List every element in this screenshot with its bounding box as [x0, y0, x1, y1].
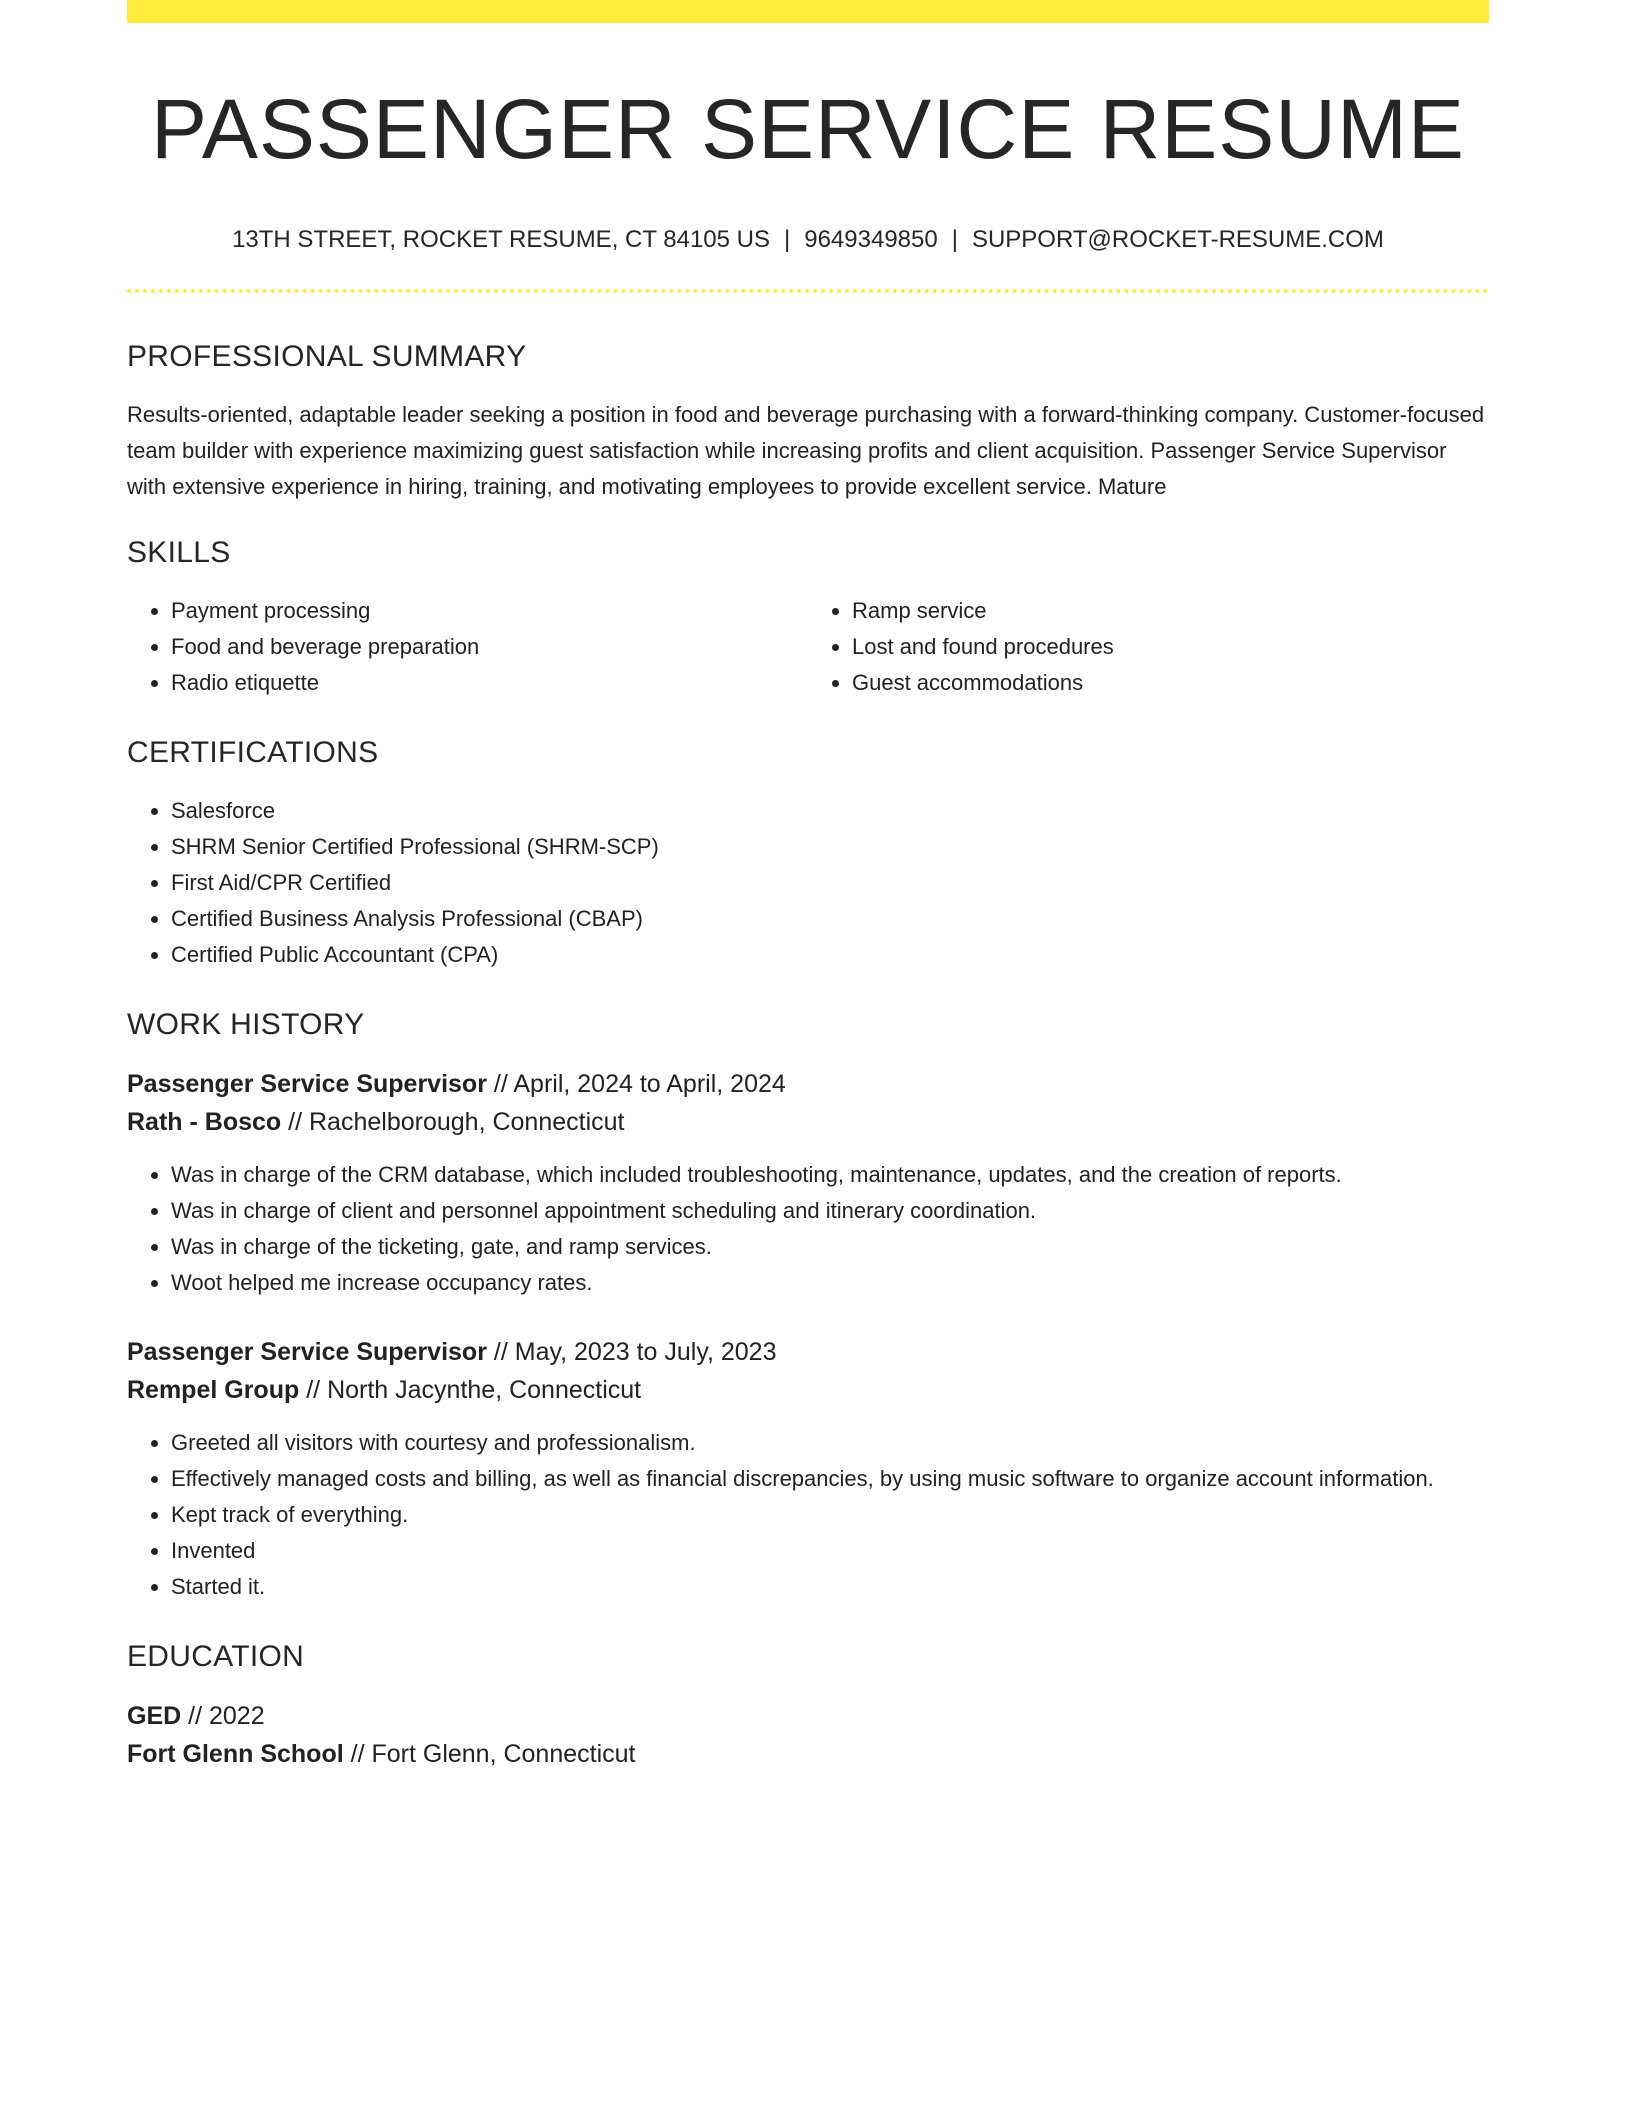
certifications-list — [127, 793, 1489, 973]
job-company-line — [127, 1103, 1489, 1141]
job-company-line — [127, 1371, 1489, 1409]
job-company: Rempel Group — [127, 1376, 300, 1404]
divider: // — [493, 1070, 508, 1098]
job-entry — [127, 1065, 1489, 1301]
divider: // — [493, 1338, 508, 1366]
contact-separator: | — [951, 226, 958, 253]
education-school-line — [127, 1735, 1489, 1773]
job-bullet: • Started it. — [171, 1569, 1489, 1605]
certification-item: • SHRM Senior Certified Professional (SHRM-SCP) — [171, 829, 1489, 865]
job-dates: May, 2023 to July, 2023 — [514, 1338, 777, 1366]
certification-item: • Certified Business Analysis Professional (CBAP) — [171, 901, 1489, 937]
education-school: Fort Glenn School — [127, 1740, 344, 1768]
job-location: North Jacynthe, Connecticut — [327, 1376, 642, 1404]
summary-text: Results-oriented, adaptable leader seeking a position in food and beverage purchasing with a forward-thinking company. Customer-focused team builder with experience maximizing guest satisfaction while increasing profits and client acquisition. Passenger Service Supervisor with extensive experience in hiring, training, and motivating employees to provide excellent service. Mature — [127, 402, 1485, 499]
contact-phone: 9649349850 — [804, 226, 938, 253]
job-title-line — [127, 1065, 1489, 1103]
certification-item: • Certified Public Accountant (CPA) — [171, 937, 1489, 973]
job-title-line — [127, 1333, 1489, 1371]
contact-email: SUPPORT@ROCKET-RESUME.COM — [971, 226, 1384, 253]
dotted-divider — [127, 289, 1489, 293]
divider: // — [306, 1376, 321, 1404]
job-bullets — [127, 1157, 1489, 1301]
contact-separator: | — [784, 226, 791, 253]
job-bullet: • Was in charge of the ticketing, gate, and ramp services. — [171, 1229, 1489, 1265]
skills-columns — [127, 593, 1489, 701]
job-company: Rath - Bosco — [127, 1108, 282, 1136]
education-heading: EDUCATION — [127, 1640, 305, 1673]
skill-item: • Radio etiquette — [171, 665, 808, 701]
skill-item: • Payment processing — [171, 593, 808, 629]
divider: // — [350, 1740, 365, 1768]
skills-list-right — [808, 593, 1489, 701]
job-entry — [127, 1333, 1489, 1605]
job-bullet: • Effectively managed costs and billing, as well as financial discrepancies, by using music software to organize account information. — [171, 1461, 1489, 1497]
job-bullet: • Greeted all visitors with courtesy and professionalism. — [171, 1425, 1489, 1461]
job-bullet: • Was in charge of client and personnel appointment scheduling and itinerary coordination. — [171, 1193, 1489, 1229]
job-dates: April, 2024 to April, 2024 — [513, 1070, 786, 1098]
skills-list-left — [127, 593, 808, 701]
job-bullets — [127, 1425, 1489, 1605]
job-bullet: • Invented — [171, 1533, 1489, 1569]
certification-item: • Salesforce — [171, 793, 1489, 829]
certification-item: • First Aid/CPR Certified — [171, 865, 1489, 901]
job-bullet: • Kept track of everything. — [171, 1497, 1489, 1533]
resume-title: PASSENGER SERVICE RESUME — [151, 82, 1465, 176]
contact-address: 13TH STREET, ROCKET RESUME, CT 84105 US — [232, 226, 770, 253]
top-accent-bar — [127, 0, 1489, 23]
job-location: Rachelborough, Connecticut — [309, 1108, 625, 1136]
skill-item: • Food and beverage preparation — [171, 629, 808, 665]
job-bullet: • Was in charge of the CRM database, which included troubleshooting, maintenance, updates, and the creation of reports. — [171, 1157, 1489, 1193]
skills-heading: SKILLS — [127, 536, 231, 569]
skill-item: • Guest accommodations — [852, 665, 1489, 701]
resume-page — [127, 0, 1489, 1773]
job-bullet: • Woot helped me increase occupancy rates. — [171, 1265, 1489, 1301]
education-degree-line — [127, 1697, 1489, 1735]
job-title: Passenger Service Supervisor — [127, 1338, 487, 1366]
education-location: Fort Glenn, Connecticut — [371, 1740, 636, 1768]
work-history-heading: WORK HISTORY — [127, 1008, 365, 1041]
skill-item: • Lost and found procedures — [852, 629, 1489, 665]
divider: // — [188, 1702, 203, 1730]
skill-item: • Ramp service — [852, 593, 1489, 629]
education-year: 2022 — [209, 1702, 265, 1730]
job-title: Passenger Service Supervisor — [127, 1070, 487, 1098]
certifications-heading: CERTIFICATIONS — [127, 736, 379, 769]
contact-line — [127, 225, 1489, 255]
summary-heading: PROFESSIONAL SUMMARY — [127, 340, 527, 373]
education-degree: GED — [127, 1702, 182, 1730]
divider: // — [288, 1108, 303, 1136]
